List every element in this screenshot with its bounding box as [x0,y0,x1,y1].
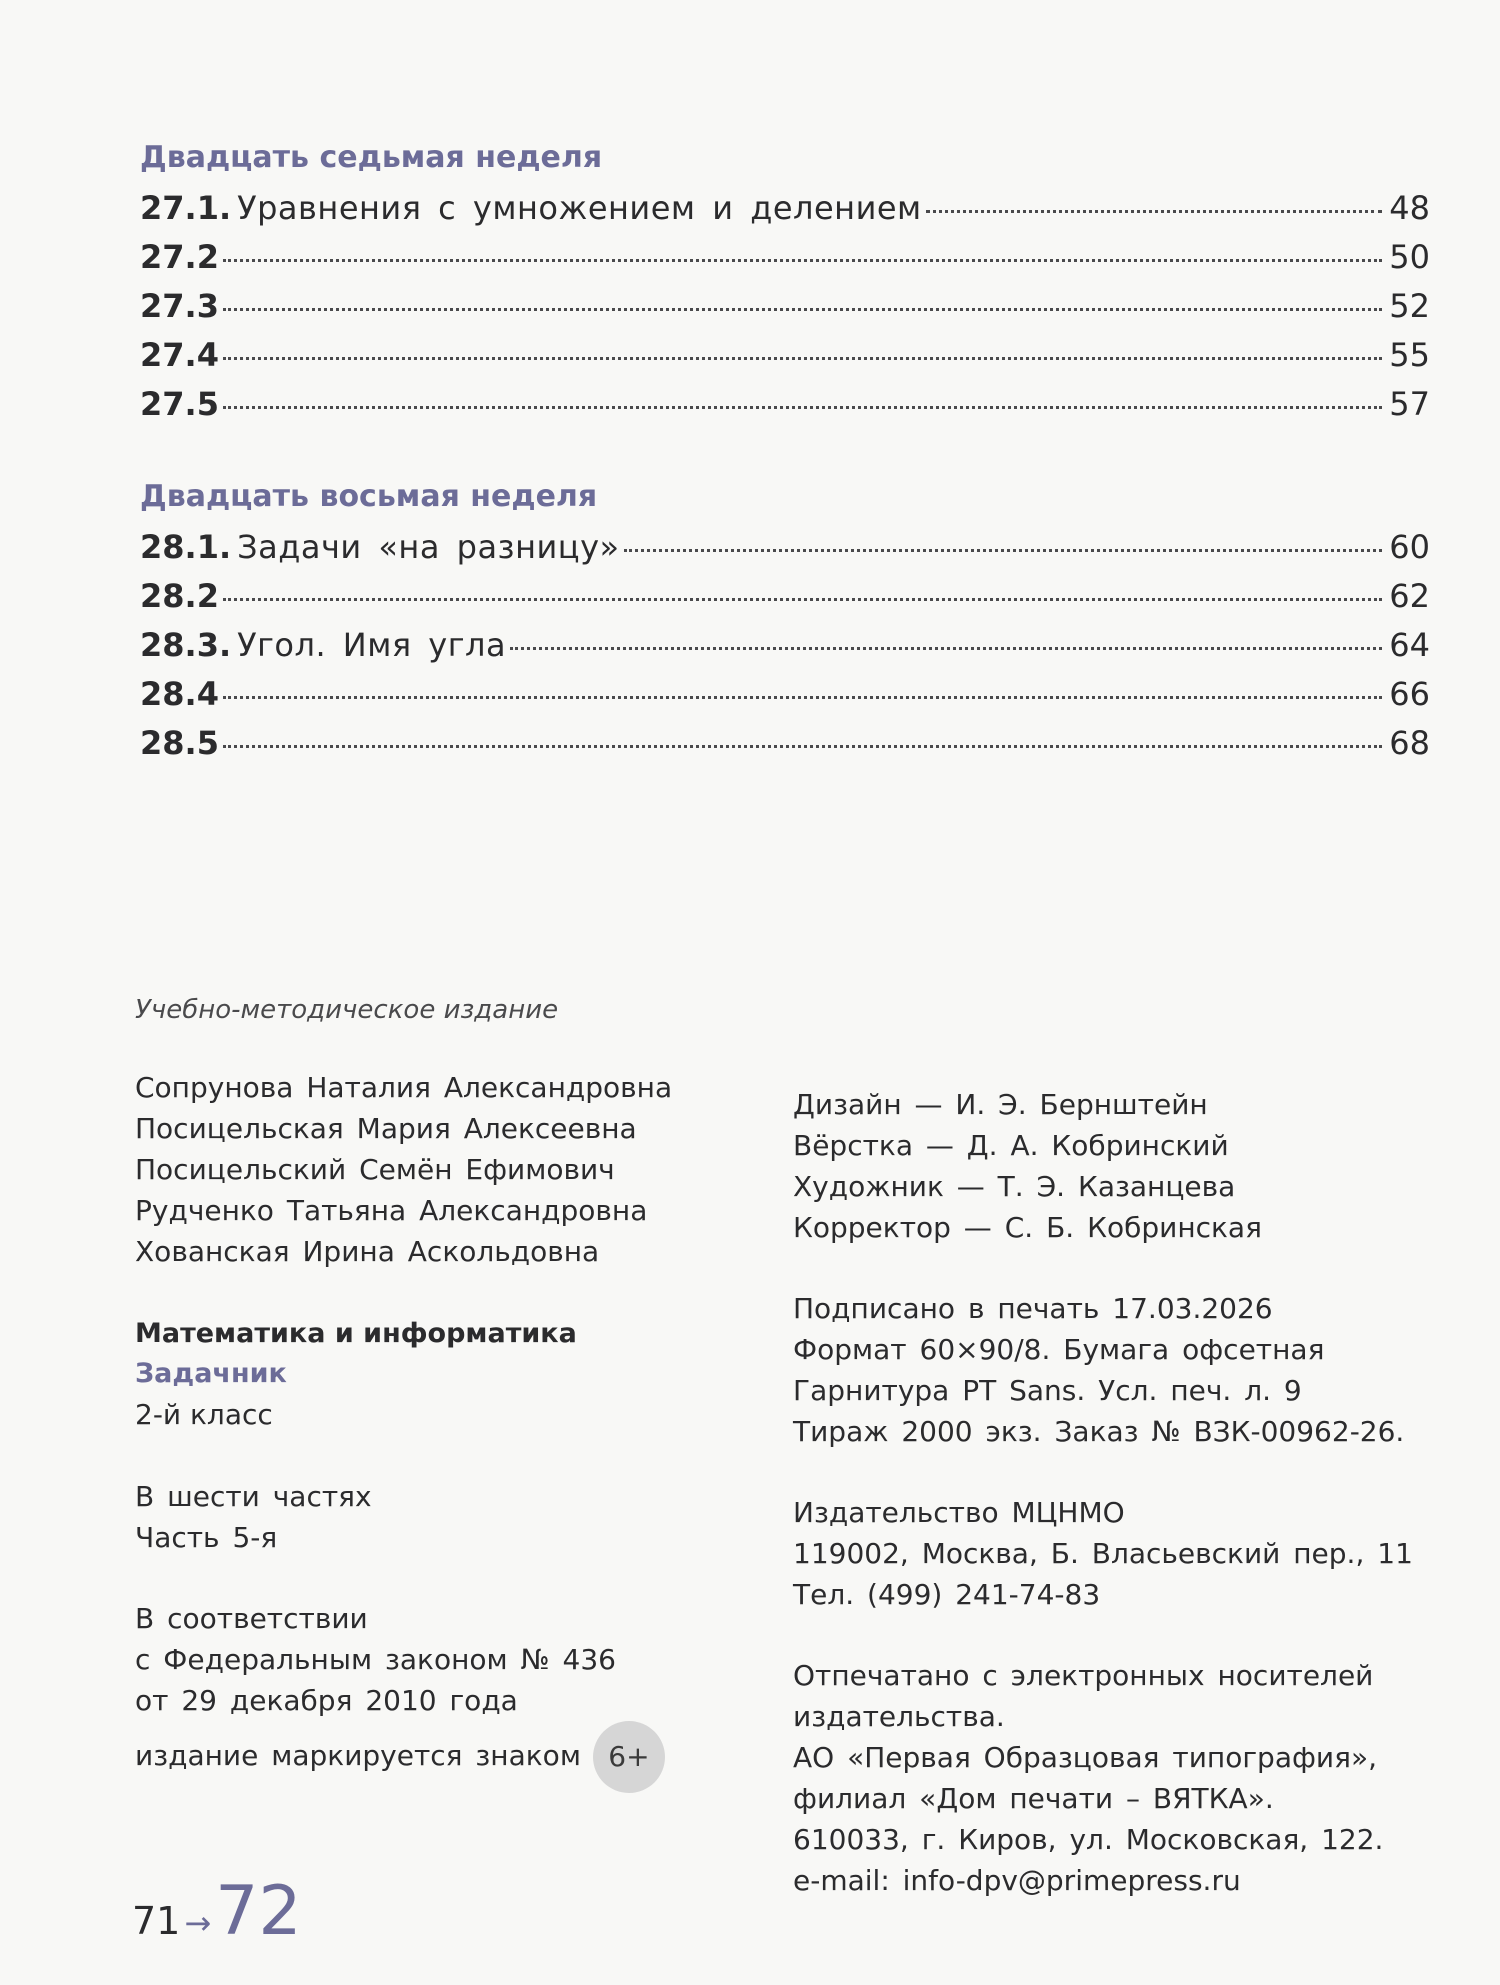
dot-leader [223,259,1382,262]
toc-entry[interactable] [140,523,1430,572]
print-detail-line: Подписано в печать 17.03.2026 [793,1292,1273,1325]
print-detail-line: Формат 60×90/8. Бумага офсетная [793,1333,1325,1366]
law-line-text: издание маркируется знаком [135,1739,581,1772]
entry-number: 28.2 [140,577,219,615]
week-28 [140,477,1430,768]
printer-line: АО «Первая Образцовая типография», [793,1741,1378,1774]
entry-page: 57 [1389,385,1430,423]
author-name: Посицельская Мария Алексеевна [135,1112,637,1145]
credits [793,1084,1433,1248]
publication-kind: Учебно-методическое издание [135,995,559,1025]
printer-line: филиал «Дом печати – ВЯТКА». [793,1782,1274,1815]
dot-leader [223,406,1382,409]
table-of-contents [140,138,1430,816]
entry-page: 60 [1389,528,1430,566]
author-name: Сопрунова Наталия Александровна [135,1071,673,1104]
entry-number: 27.4 [140,336,219,374]
print-detail-line: Тираж 2000 экз. Заказ № ВЗК-00962-26. [793,1415,1405,1448]
author-name: Хованская Ирина Аскольдовна [135,1235,600,1268]
entry-title: Задачи «на разницу» [237,528,620,566]
entry-page: 52 [1389,287,1430,325]
arrow-right-icon: → [184,1904,212,1942]
author-name: Посицельский Семён Ефимович [135,1153,615,1186]
entry-number: 27.5 [140,385,219,423]
credit-line: Художник — Т. Э. Казанцева [793,1170,1236,1203]
toc-entry[interactable] [140,184,1430,233]
dot-leader [510,647,1382,650]
entry-number: 28.4 [140,675,219,713]
page-navigation [132,1872,302,1951]
credit-line: Вёрстка — Д. А. Кобринский [793,1129,1229,1162]
entry-title: Уравнения с умножением и делением [237,189,922,227]
entry-number: 28.1. [140,528,232,566]
previous-page-number: 71 [132,1899,181,1943]
author-list [135,1067,695,1272]
entry-title: Угол. Имя угла [237,626,507,664]
credit-line: Дизайн — И. Э. Бернштейн [793,1088,1208,1121]
dot-leader [624,549,1382,552]
entry-number: 27.2 [140,238,219,276]
printer-email[interactable]: e-mail: info-dpv@primepress.ru [793,1864,1241,1897]
toc-entry[interactable] [140,233,1430,282]
toc-entry[interactable] [140,621,1430,670]
toc-entry[interactable] [140,331,1430,380]
dot-leader [223,696,1382,699]
entry-number: 27.3 [140,287,219,325]
toc-entry[interactable] [140,670,1430,719]
dot-leader [223,598,1382,601]
toc-entry[interactable] [140,282,1430,331]
week-27 [140,138,1430,429]
dot-leader [223,357,1382,360]
entry-page: 48 [1389,189,1430,227]
imprint-right-column [793,1084,1433,1941]
entry-number: 28.5 [140,724,219,762]
printer-line: издательства. [793,1700,1005,1733]
publisher-line: Тел. (499) 241-74-83 [793,1578,1101,1611]
dot-leader [223,308,1382,311]
entry-page: 50 [1389,238,1430,276]
parts-line: Часть 5-я [135,1521,278,1554]
entry-page: 64 [1389,626,1430,664]
book-subtitle: Задачник [135,1358,287,1389]
imprint-left-column [135,995,695,1793]
toc-entry[interactable] [140,380,1430,429]
law-line: с Федеральным законом № 436 [135,1643,616,1676]
toc-entry[interactable] [140,572,1430,621]
publisher-line: 119002, Москва, Б. Власьевский пер., 11 [793,1537,1413,1570]
law-line: от 29 декабря 2010 года [135,1684,518,1717]
entry-page: 55 [1389,336,1430,374]
entry-number: 28.3. [140,626,232,664]
entry-page: 66 [1389,675,1430,713]
credit-line: Корректор — С. Б. Кобринская [793,1211,1262,1244]
week-title: Двадцать восьмая неделя [140,479,598,514]
current-page-number: 72 [215,1872,302,1951]
print-detail-line: Гарнитура PT Sans. Усл. печ. л. 9 [793,1374,1302,1407]
book-title: Математика и информатика [135,1318,577,1349]
publisher-line: Издательство МЦНМО [793,1496,1125,1529]
parts-info [135,1476,695,1558]
entry-number: 27.1. [140,189,232,227]
printer-line: 610033, г. Киров, ул. Московская, 122. [793,1823,1384,1856]
print-details [793,1288,1433,1452]
toc-entry[interactable] [140,719,1430,768]
law-line [135,1721,695,1793]
law-notice [135,1598,695,1793]
age-rating-badge: 6+ [593,1721,665,1793]
dot-leader [926,210,1382,213]
entry-page: 68 [1389,724,1430,762]
dot-leader [223,745,1382,748]
publisher-info [793,1492,1433,1615]
author-name: Рудченко Татьяна Александровна [135,1194,648,1227]
book-grade: 2-й класс [135,1398,273,1431]
entry-page: 62 [1389,577,1430,615]
law-line: В соответствии [135,1602,368,1635]
week-title: Двадцать седьмая неделя [140,140,603,175]
printer-info [793,1655,1433,1901]
parts-line: В шести частях [135,1480,372,1513]
printer-line: Отпечатано с электронных носителей [793,1659,1374,1692]
